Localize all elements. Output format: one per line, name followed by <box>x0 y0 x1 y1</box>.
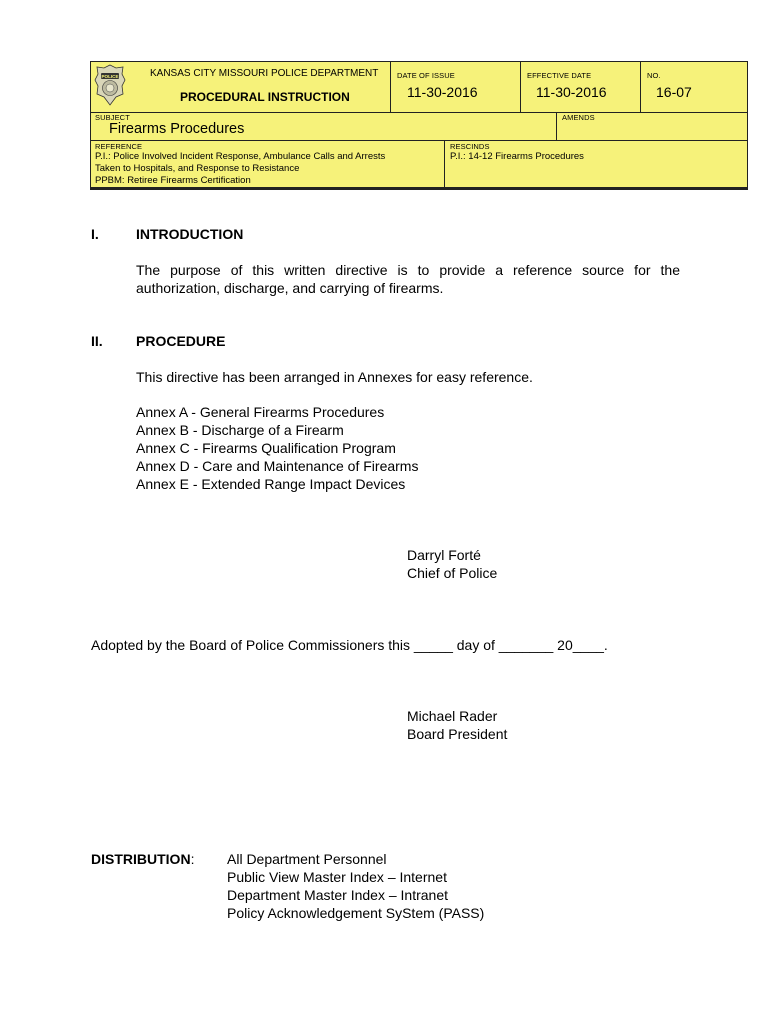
rescinds-label: RESCINDS <box>450 142 490 151</box>
number-label: NO. <box>647 71 661 80</box>
divider <box>90 112 748 113</box>
number-value: 16-07 <box>656 84 692 100</box>
divider <box>390 61 391 113</box>
header-bottom-rule <box>90 188 748 190</box>
reference-line: PPBM: Retiree Firearms Certification <box>95 175 251 186</box>
procedure-paragraph: This directive has been arranged in Annexes for easy reference. <box>136 369 533 385</box>
distribution-label-text: DISTRIBUTION <box>91 851 191 867</box>
section-heading: PROCEDURE <box>136 333 226 349</box>
annex-item: Annex C - Firearms Qualification Program <box>136 440 396 456</box>
distribution-item: Department Master Index – Intranet <box>227 887 448 903</box>
document-type: PROCEDURAL INSTRUCTION <box>180 90 350 104</box>
distribution-item: Public View Master Index – Internet <box>227 869 447 885</box>
divider <box>520 61 521 113</box>
effective-date-label: EFFECTIVE DATE <box>527 71 592 80</box>
subject-label: SUBJECT <box>95 113 130 122</box>
divider <box>90 140 748 141</box>
effective-date-value: 11-30-2016 <box>536 84 607 100</box>
section-heading: INTRODUCTION <box>136 226 244 242</box>
adoption-statement: Adopted by the Board of Police Commissioners this _____ day of _______ 20____. <box>91 637 608 653</box>
department-name: KANSAS CITY MISSOURI POLICE DEPARTMENT <box>150 68 379 79</box>
distribution-item: All Department Personnel <box>227 851 387 867</box>
chief-title: Chief of Police <box>407 565 498 581</box>
annex-item: Annex D - Care and Maintenance of Firearms <box>136 458 419 474</box>
annex-item: Annex A - General Firearms Procedures <box>136 404 385 420</box>
reference-line: P.I.: Police Involved Incident Response, Ambulance Calls and Arrests <box>95 151 386 162</box>
introduction-paragraph: The purpose of this written directive is to provide a reference source for the authorization, discharge, and carrying of firearms. <box>136 262 680 296</box>
distribution-item: Policy Acknowledgement SyStem (PASS) <box>227 905 485 921</box>
subject-value: Firearms Procedures <box>109 121 245 137</box>
reference-label: REFERENCE <box>95 142 143 151</box>
divider <box>444 140 445 188</box>
board-president-title: Board President <box>407 726 508 742</box>
annex-item: Annex B - Discharge of a Firearm <box>136 422 344 438</box>
badge-lettering: POLICE <box>101 73 119 79</box>
rescinds-value: P.I.: 14-12 Firearms Procedures <box>450 151 584 162</box>
chief-name: Darryl Forté <box>407 547 481 563</box>
date-of-issue-label: DATE OF ISSUE <box>397 71 455 80</box>
distribution-colon: : <box>190 851 195 867</box>
date-of-issue-value: 11-30-2016 <box>407 84 478 100</box>
police-badge-icon <box>94 64 126 106</box>
reference-line: Taken to Hospitals, and Response to Resistance <box>95 163 300 174</box>
divider <box>640 61 641 113</box>
section-number: I. <box>91 226 99 242</box>
distribution-label <box>91 850 194 868</box>
divider <box>556 112 557 141</box>
section-number: II. <box>91 333 103 349</box>
annex-item: Annex E - Extended Range Impact Devices <box>136 476 406 492</box>
amends-label: AMENDS <box>562 113 595 122</box>
board-president-name: Michael Rader <box>407 708 498 724</box>
